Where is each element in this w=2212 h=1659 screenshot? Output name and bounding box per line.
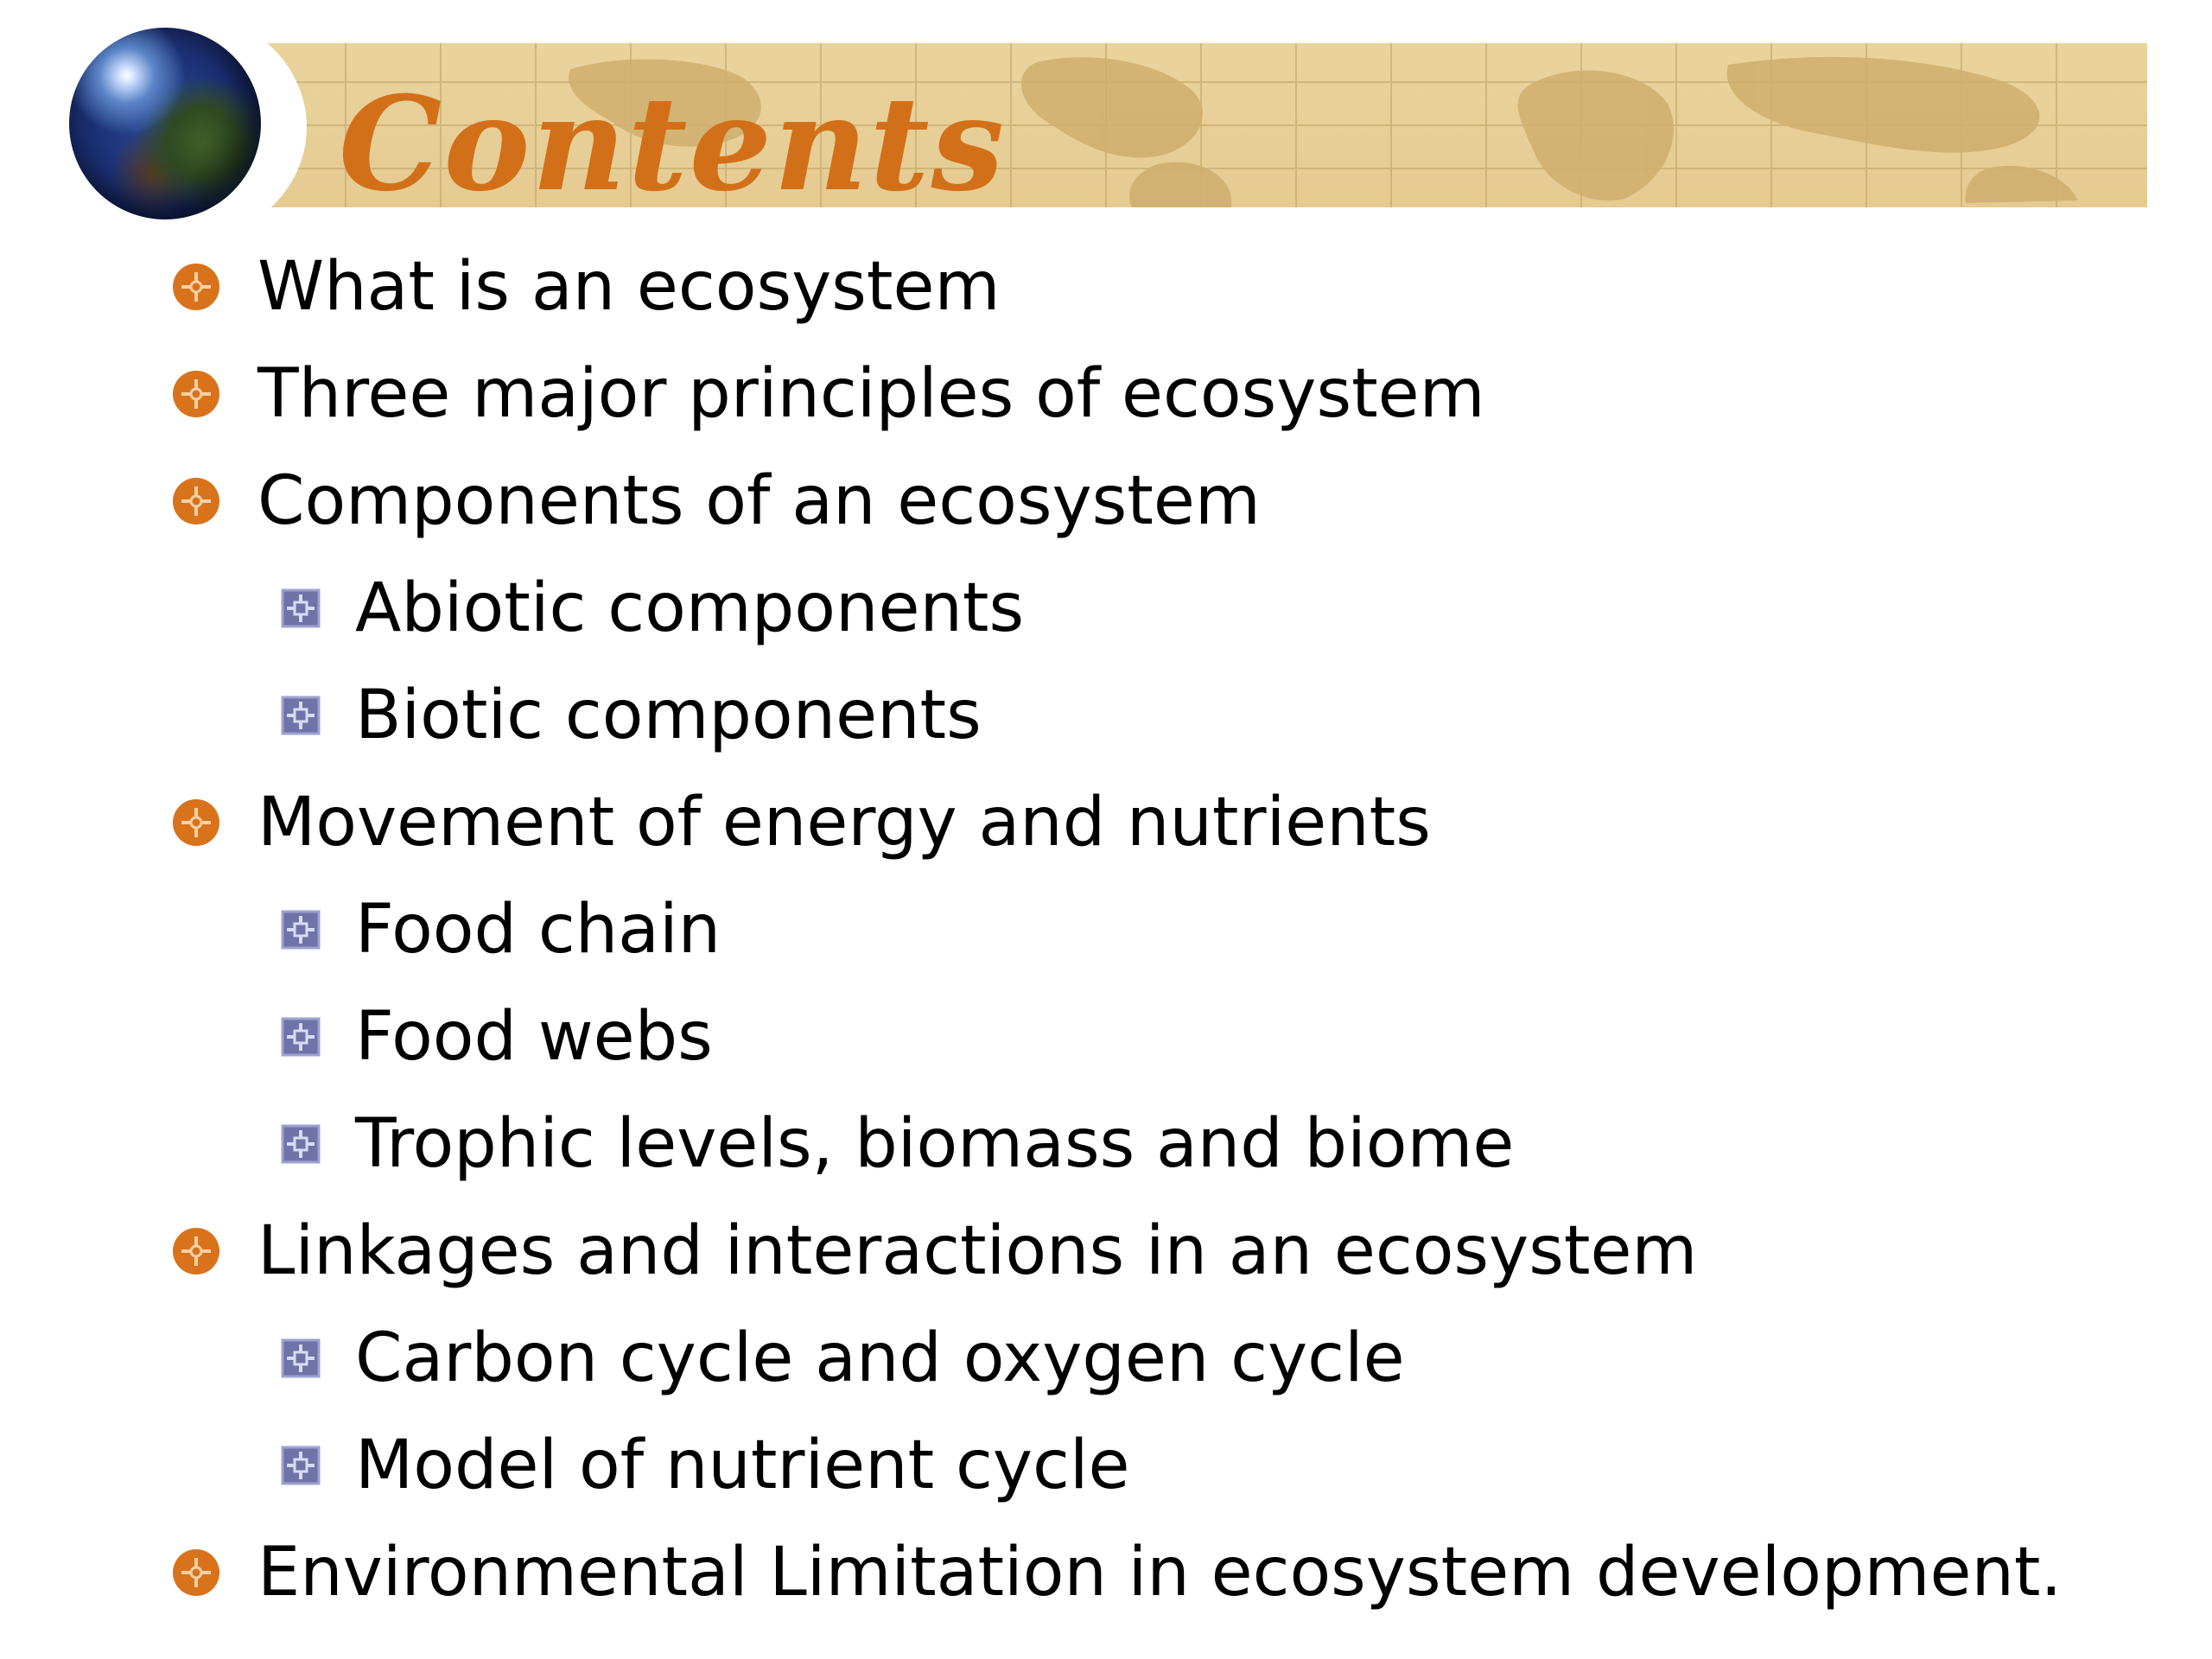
contents-subitem (281, 1305, 1405, 1412)
blue-square-bullet-icon (281, 1124, 321, 1164)
contents-subitem-label: Trophic levels, biomass and biome (355, 1105, 1515, 1183)
blue-square-bullet-icon (281, 1017, 321, 1057)
blue-square-bullet-icon (281, 1338, 321, 1378)
contents-item (171, 448, 1261, 555)
contents-item-label: What is an ecosystem (257, 248, 1001, 326)
orange-cross-bullet-icon (171, 798, 221, 848)
orange-cross-bullet-icon (171, 369, 221, 419)
contents-subitem (281, 662, 982, 769)
blue-square-bullet-icon (281, 1446, 321, 1485)
contents-subitem-label: Abiotic components (355, 569, 1025, 647)
orange-cross-bullet-icon (171, 476, 221, 526)
contents-subitem-label: Model of nutrient cycle (355, 1427, 1130, 1504)
contents-subitem (281, 555, 1024, 662)
contents-item-label: Three major principles of ecosystem (257, 355, 1485, 433)
contents-item (171, 233, 1000, 340)
blue-square-bullet-icon (281, 588, 321, 628)
orange-cross-bullet-icon (171, 1226, 221, 1276)
contents-item (171, 1198, 1697, 1305)
orange-cross-bullet-icon (171, 1548, 221, 1598)
blue-square-bullet-icon (281, 910, 321, 950)
globe-icon (69, 28, 261, 219)
contents-subitem (281, 1412, 1130, 1519)
contents-item (171, 340, 1485, 448)
contents-subitem (281, 1090, 1514, 1198)
blue-square-bullet-icon (281, 696, 321, 735)
contents-item-label: Movement of energy and nutrients (257, 784, 1431, 861)
contents-subitem-label: Carbon cycle and oxygen cycle (355, 1319, 1405, 1397)
contents-subitem (281, 983, 713, 1090)
contents-item (171, 769, 1431, 876)
contents-subitem (281, 876, 721, 983)
orange-cross-bullet-icon (171, 262, 221, 312)
contents-subitem-label: Food webs (355, 998, 713, 1076)
contents-item-label: Components of an ecosystem (257, 462, 1261, 540)
contents-subitem-label: Biotic components (355, 677, 982, 754)
contents-item (171, 1519, 2062, 1626)
contents-subitem-label: Food chain (355, 891, 721, 969)
contents-item-label: Environmental Limitation in ecosystem development. (257, 1534, 2063, 1611)
slide-title: Contents (339, 68, 1007, 220)
contents-item-label: Linkages and interactions in an ecosystem (257, 1212, 1698, 1290)
